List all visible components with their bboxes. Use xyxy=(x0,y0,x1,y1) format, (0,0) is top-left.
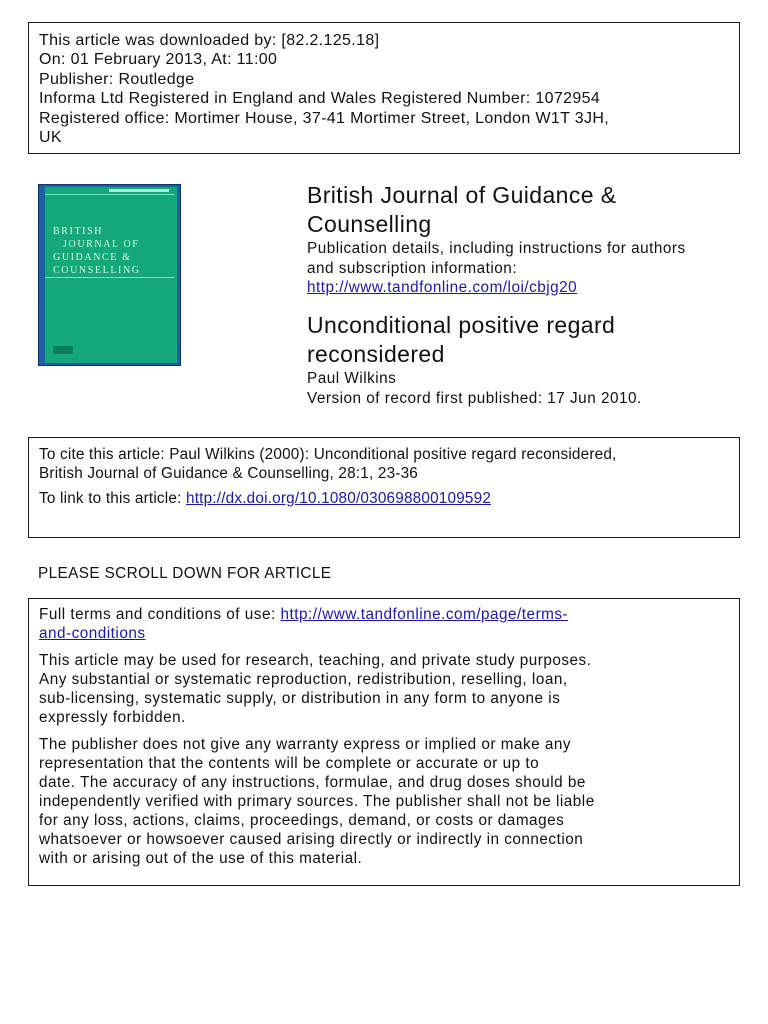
download-info-box xyxy=(28,22,740,154)
scroll-notice: PLEASE SCROLL DOWN FOR ARTICLE xyxy=(38,565,332,582)
disclaimer-line: representation that the contents will be complete or accurate or up to xyxy=(39,755,540,772)
citation-box xyxy=(28,437,740,538)
usage-line: sub-licensing, systematic supply, or distribution in any form to anyone is xyxy=(39,690,561,707)
journal-title: Counselling xyxy=(307,211,432,237)
disclaimer-paragraph xyxy=(39,735,739,868)
download-info-line: On: 01 February 2013, At: 11:00 xyxy=(39,51,278,69)
disclaimer-line: whatsoever or howsoever caused arising directly or indirectly in connection xyxy=(39,831,584,848)
disclaimer-line: with or arising out of the use of this material. xyxy=(39,850,363,867)
usage-line: Any substantial or systematic reproduction, redistribution, reselling, loan, xyxy=(39,671,568,688)
terms-intro xyxy=(39,605,739,643)
disclaimer-line: The publisher does not give any warranty express or implied or make any xyxy=(39,736,572,753)
journal-title: British Journal of Guidance & xyxy=(307,182,617,208)
cover-rule xyxy=(45,277,174,278)
journal-details xyxy=(307,181,686,298)
terms-intro-text: Full terms and conditions of use: xyxy=(39,606,281,623)
usage-paragraph xyxy=(39,651,739,727)
disclaimer-line: independently verified with primary sources. The publisher shall not be liable xyxy=(39,793,595,810)
terms-box xyxy=(28,598,740,886)
download-info-line: This article was downloaded by: [82.2.125.18] xyxy=(39,32,380,49)
publication-details: and subscription information: xyxy=(307,259,518,277)
download-info-line: Informa Ltd Registered in England and Wales Registered Number: 1072954 xyxy=(39,90,601,108)
article-author: Paul Wilkins xyxy=(307,370,397,387)
cover-volume-strip xyxy=(109,189,169,192)
publisher-logo xyxy=(53,346,73,354)
article-details xyxy=(307,311,642,408)
cover-title-line: GUIDANCE & xyxy=(53,252,132,263)
article-title: Unconditional positive regard xyxy=(307,312,616,338)
cover-title xyxy=(53,225,177,277)
publication-details: Publication details, including instructions for authors xyxy=(307,240,686,257)
doi-link[interactable]: http://dx.doi.org/10.1080/030698800109592 xyxy=(185,490,492,507)
download-info-line: Registered office: Mortimer House, 37-41 Mortimer Street, London W1T 3JH, xyxy=(39,109,610,127)
download-info-line: Publisher: Routledge xyxy=(39,70,195,88)
usage-line: expressly forbidden. xyxy=(39,709,186,726)
cover-title-line: COUNSELLING xyxy=(53,265,141,276)
journal-cover-image xyxy=(38,184,181,366)
journal-url-link[interactable]: http://www.tandfonline.com/loi/cbjg20 xyxy=(307,279,578,296)
download-info-line: UK xyxy=(39,129,62,147)
citation-text: British Journal of Guidance & Counselling, 28:1, 23-36 xyxy=(39,465,418,482)
article-title: reconsidered xyxy=(307,341,445,367)
cover-title-line: JOURNAL OF xyxy=(63,239,140,250)
usage-line: This article may be used for research, teaching, and private study purposes. xyxy=(39,652,592,669)
citation-text: To cite this article: Paul Wilkins (2000): Unconditional positive regard reconsidered, xyxy=(39,446,617,463)
terms-url-link[interactable]: http://www.tandfonline.com/page/terms- xyxy=(280,606,569,623)
disclaimer-line: for any loss, actions, claims, proceedings, demand, or costs or damages xyxy=(39,812,565,829)
cover-rule xyxy=(45,194,174,195)
article-link-row xyxy=(39,489,739,508)
article-version: Version of record first published: 17 Jun 2010. xyxy=(307,389,642,407)
article-link-label: To link to this article: xyxy=(39,490,186,507)
disclaimer-line: date. The accuracy of any instructions, formulae, and drug doses should be xyxy=(39,774,586,791)
cover-title-line: BRITISH xyxy=(53,226,104,237)
terms-url-link[interactable]: and-conditions xyxy=(39,625,146,642)
